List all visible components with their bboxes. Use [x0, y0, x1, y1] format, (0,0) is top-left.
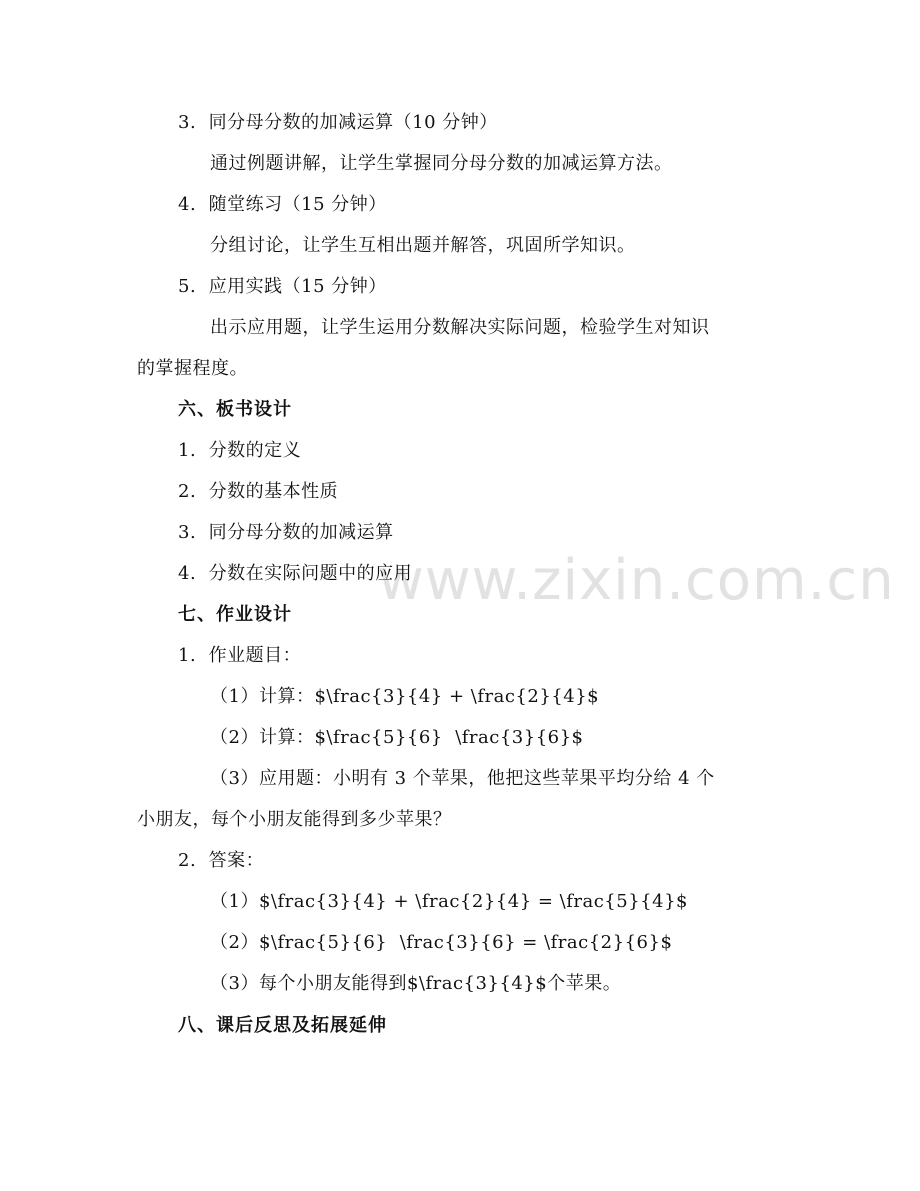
heading-reflection: 八、课后反思及拓展延伸 — [178, 1015, 387, 1036]
board-item-2: 2. 分数的基本性质 — [178, 481, 339, 502]
homework-question-3-line1: （3）应用题：小明有 3 个苹果，他把这些苹果平均分给 4 个 — [210, 768, 715, 789]
homework-question-3-line2: 小朋友，每个小朋友能得到多少苹果？ — [137, 809, 452, 830]
board-item-4: 4. 分数在实际问题中的应用 — [178, 563, 413, 584]
homework-question-2: （2）计算：$\frac{5}{6} \frac{3}{6}$ — [210, 727, 584, 748]
answers-label: 2. 答案： — [178, 850, 265, 871]
section-item-5: 5. 应用实践（15 分钟） — [178, 276, 387, 297]
section-item-3: 3. 同分母分数的加减运算（10 分钟） — [178, 112, 498, 133]
paragraph-item-3: 通过例题讲解，让学生掌握同分母分数的加减运算方法。 — [210, 153, 673, 174]
heading-homework-design: 七、作业设计 — [178, 604, 292, 625]
homework-question-1: （1）计算：$\frac{3}{4} + \frac{2}{4}$ — [210, 686, 600, 707]
paragraph-item-4: 分组讨论，让学生互相出题并解答，巩固所学知识。 — [210, 235, 636, 256]
heading-board-design: 六、板书设计 — [178, 399, 292, 420]
answer-1: （1）$\frac{3}{4} + \frac{2}{4} = \frac{5}{4}$ — [210, 891, 688, 912]
board-item-3: 3. 同分母分数的加减运算 — [178, 522, 394, 543]
watermark: www.zixin.com.cn — [378, 548, 895, 613]
paragraph-item-5-line1: 出示应用题，让学生运用分数解决实际问题，检验学生对知识 — [210, 317, 710, 338]
answer-2: （2）$\frac{5}{6} \frac{3}{6} = \frac{2}{6}$ — [210, 932, 673, 953]
paragraph-item-5-line2: 的掌握程度。 — [137, 358, 248, 379]
homework-questions-label: 1. 作业题目： — [178, 645, 302, 666]
answer-3: （3）每个小朋友能得到$\frac{3}{4}$个苹果。 — [210, 973, 622, 994]
board-item-1: 1. 分数的定义 — [178, 440, 302, 461]
section-item-4: 4. 随堂练习（15 分钟） — [178, 194, 387, 215]
